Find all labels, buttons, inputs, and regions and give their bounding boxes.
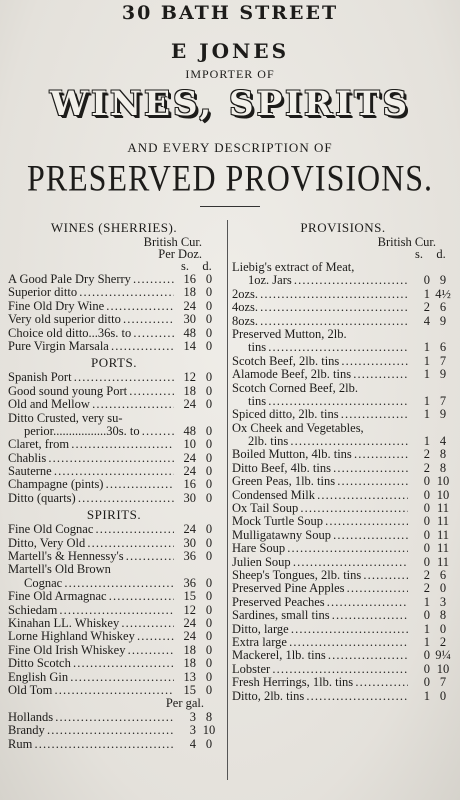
price-pence: 9: [439, 313, 447, 328]
price-shillings: 0: [423, 554, 430, 569]
price-pence: 10: [436, 487, 450, 502]
item-label: Sauterne . . .: [8, 465, 174, 478]
price-row: [232, 676, 454, 689]
price-pence: 0: [205, 522, 213, 537]
price-shillings: 2: [423, 447, 430, 462]
price-shillings: 24: [183, 298, 196, 313]
price-pence: 8: [439, 447, 447, 462]
item-label: Spanish Port . . .: [8, 371, 174, 384]
item-label: Liebig's extract of Meat,: [232, 261, 355, 274]
price-pence: 8: [439, 608, 447, 623]
item-label: Chablis . . .: [8, 452, 174, 465]
price-shillings: 18: [183, 656, 196, 671]
item-label: Lobster . . .: [232, 663, 408, 676]
price-pence: 6: [439, 300, 447, 315]
price-row: [8, 671, 220, 684]
price-row: [232, 408, 454, 421]
price-row: [8, 465, 220, 478]
item-label: Hollands . . .: [8, 711, 174, 724]
price-pence: 11: [436, 501, 450, 516]
wines-spirits-heading: WINES, SPIRITS: [49, 84, 411, 124]
price-shillings: 1: [423, 621, 430, 636]
price-pence: 0: [205, 383, 213, 398]
price-pence: 0: [205, 370, 213, 385]
price-row: [232, 395, 454, 408]
item-label: Preserved Peaches . . .: [232, 596, 408, 609]
item-label: Preserved Mutton, 2lb.: [232, 327, 347, 341]
item-label: Ox Tail Soup . . .: [232, 502, 408, 515]
price-pence: 0: [205, 682, 213, 697]
price-row: [8, 644, 220, 657]
price-shillings: 2: [423, 460, 430, 475]
item-label: Fine Old Dry Wine . . .: [8, 300, 174, 313]
price-row: [8, 630, 220, 643]
price-row: [8, 286, 220, 299]
currency-label: British Cur.: [143, 235, 202, 249]
price-shillings: 24: [183, 629, 196, 644]
item-label: Spiced ditto, 2lb. tins . . .: [232, 408, 408, 421]
item-label: tins . . .: [232, 341, 408, 354]
pence-header: d.: [202, 259, 212, 273]
address: 30 BATH STREET: [121, 2, 339, 24]
price-row: [232, 301, 454, 314]
price-row: [8, 492, 220, 505]
merchant-name: E JONES: [170, 39, 290, 63]
column-divider: [227, 220, 228, 780]
item-label: Rum . . .: [8, 738, 174, 751]
price-row: [8, 340, 220, 353]
item-label: Scotch Corned Beef, 2lb.: [232, 381, 359, 395]
ports-list: [8, 371, 220, 505]
per-gallon-list: [8, 711, 220, 751]
price-row: [232, 274, 454, 287]
price-row: [8, 724, 220, 737]
price-pence: 0: [205, 477, 213, 492]
price-pence: 0: [205, 285, 213, 300]
price-row: [232, 355, 454, 368]
item-label: English Gin . . .: [8, 671, 174, 684]
price-row: [232, 596, 454, 609]
item-label: Sardines, small tins . . .: [232, 609, 408, 622]
price-row: [8, 425, 220, 438]
price-shillings: 1: [423, 286, 430, 301]
price-shillings: 0: [423, 273, 430, 288]
item-label: Martell's Old Brown: [8, 563, 111, 577]
price-row: [232, 382, 454, 395]
shillings-header: s.: [415, 247, 423, 261]
item-label: Old Tom . . .: [8, 684, 174, 697]
item-label: Hare Soup . . .: [232, 542, 408, 555]
price-row: [232, 623, 454, 636]
item-label: Fresh Herrings, 1lb. tins . . .: [232, 676, 408, 689]
price-row: [232, 328, 454, 341]
price-row: [8, 371, 220, 384]
price-pence: 0: [205, 589, 213, 604]
price-row: [8, 711, 220, 724]
importer-line: IMPORTER OF: [185, 67, 275, 81]
price-shillings: 2: [423, 300, 430, 315]
price-shillings: 18: [183, 285, 196, 300]
price-shillings: 36: [183, 549, 196, 564]
price-row: [232, 422, 454, 435]
price-shillings: 1: [423, 340, 430, 355]
price-shillings: 0: [423, 501, 430, 516]
price-row: [232, 261, 454, 274]
price-shillings: 1: [423, 688, 430, 703]
price-pence: 9: [439, 407, 447, 422]
item-label: Preserved Pine Apples . . .: [232, 582, 408, 595]
price-pence: 3: [439, 594, 447, 609]
price-shillings: 15: [183, 682, 196, 697]
price-pence: 9¼: [435, 648, 451, 663]
price-shillings: 0: [423, 514, 430, 529]
price-pence: 0: [439, 621, 447, 636]
price-shillings: 12: [183, 370, 196, 385]
price-pence: 11: [436, 527, 450, 542]
price-row: [232, 462, 454, 475]
price-pence: 4½: [435, 286, 451, 301]
item-label: Ditto, Very Old . . .: [8, 537, 174, 550]
price-row: [232, 489, 454, 502]
price-shillings: 1: [423, 393, 430, 408]
price-shillings: 36: [183, 575, 196, 590]
header-rule: [200, 206, 260, 207]
price-row: [8, 452, 220, 465]
item-label: Mock Turtle Soup . . .: [232, 515, 408, 528]
item-label: Martell's & Hennessy's . . .: [8, 550, 174, 563]
item-label: Cognac . . .: [8, 577, 174, 590]
price-row: [8, 563, 220, 576]
price-pence: 11: [436, 541, 450, 556]
item-label: 8ozs. . . .: [232, 315, 408, 328]
shillings-header: s.: [181, 259, 189, 273]
price-shillings: 2: [423, 567, 430, 582]
price-row: [8, 657, 220, 670]
price-row: [8, 684, 220, 697]
price-shillings: 24: [183, 397, 196, 412]
item-label: Ditto (quarts) . . .: [8, 492, 174, 505]
price-shillings: 16: [183, 272, 196, 286]
price-pence: 0: [205, 575, 213, 590]
price-row: [8, 604, 220, 617]
item-label: Claret, from . . .: [8, 438, 174, 451]
price-pence: 0: [439, 688, 447, 703]
price-row: [232, 556, 454, 569]
price-pence: 0: [205, 437, 213, 452]
price-row: [232, 649, 454, 662]
price-row: [8, 398, 220, 411]
price-row: [232, 435, 454, 448]
item-label: A Good Pale Dry Sherry . . .: [8, 273, 174, 286]
item-label: 2lb. tins . . .: [232, 435, 408, 448]
item-label: Superior ditto . . .: [8, 286, 174, 299]
price-pence: 0: [205, 423, 213, 438]
price-row: [8, 617, 220, 630]
per-gal-label: Per gal.: [165, 696, 204, 711]
price-shillings: 15: [183, 589, 196, 604]
item-label: Extra large . . .: [232, 636, 408, 649]
price-pence: 9: [439, 367, 447, 382]
price-shillings: 0: [423, 675, 430, 690]
price-pence: 0: [205, 325, 213, 340]
price-shillings: 1: [423, 434, 430, 449]
price-row: [8, 313, 220, 326]
price-shillings: 10: [183, 437, 196, 452]
per-doz-label: Per Doz.: [158, 247, 202, 261]
item-label: Lorne Highland Whiskey . . .: [8, 630, 174, 643]
currency-label-right: British Cur.: [377, 235, 436, 249]
item-label: 2ozs. . . .: [232, 288, 408, 301]
item-label: Brandy . . .: [8, 724, 174, 737]
spirits-heading: SPIRITS.: [86, 507, 142, 523]
item-label: Condensed Milk . . .: [232, 489, 408, 502]
price-pence: 10: [202, 723, 216, 738]
price-row: [8, 537, 220, 550]
price-row: [232, 475, 454, 488]
price-row: [232, 636, 454, 649]
price-row: [8, 273, 220, 286]
price-row: [232, 663, 454, 676]
price-pence: 0: [205, 615, 213, 630]
price-pence: 0: [205, 656, 213, 671]
price-pence: 0: [205, 535, 213, 550]
price-pence: 0: [205, 642, 213, 657]
item-label: Very old superior ditto . . .: [8, 313, 174, 326]
item-label: Fine Old Armagnac . . .: [8, 590, 174, 603]
price-pence: 2: [439, 634, 447, 649]
price-pence: 0: [205, 736, 213, 751]
item-label: Good sound young Port . . .: [8, 385, 174, 398]
item-label: Fine Old Cognac . . .: [8, 523, 174, 536]
item-label: Ox Cheek and Vegetables,: [232, 421, 364, 435]
price-row: [8, 590, 220, 603]
price-row: [232, 288, 454, 301]
item-label: Boiled Mutton, 4lb. tins . . .: [232, 448, 408, 461]
price-shillings: 4: [423, 313, 430, 328]
item-label: Kinahan LL. Whiskey . . .: [8, 617, 174, 630]
price-row: [8, 412, 220, 425]
price-row: [8, 738, 220, 751]
price-shillings: 30: [183, 312, 196, 327]
price-row: [8, 300, 220, 313]
price-shillings: 1: [423, 594, 430, 609]
price-row: [232, 529, 454, 542]
price-row: [232, 515, 454, 528]
price-pence: 0: [205, 629, 213, 644]
item-label: Mackerel, 1lb. tins . . .: [232, 649, 408, 662]
item-label: Pure Virgin Marsala . . .: [8, 340, 174, 353]
spirits-list: [8, 523, 220, 697]
price-shillings: 0: [423, 661, 430, 676]
price-row: [232, 448, 454, 461]
price-shillings: 24: [183, 522, 196, 537]
sherries-list: [8, 273, 220, 353]
price-pence: 7: [439, 675, 447, 690]
price-shillings: 30: [183, 535, 196, 550]
price-pence: 0: [205, 312, 213, 327]
price-row: [8, 523, 220, 536]
price-shillings: 1: [423, 367, 430, 382]
price-shillings: 0: [423, 648, 430, 663]
price-shillings: 24: [183, 464, 196, 479]
price-pence: 0: [205, 397, 213, 412]
price-pence: 9: [439, 273, 447, 288]
price-row: [232, 690, 454, 703]
price-shillings: 0: [423, 608, 430, 623]
price-shillings: 0: [423, 474, 430, 489]
price-shillings: 2: [423, 581, 430, 596]
price-shillings: 4: [189, 736, 196, 751]
price-pence: 11: [436, 514, 450, 529]
price-pence: 0: [205, 464, 213, 479]
price-row: [232, 341, 454, 354]
price-row: [232, 542, 454, 555]
price-shillings: 24: [183, 450, 196, 465]
price-pence: 8: [205, 709, 213, 724]
price-pence: 4: [439, 434, 447, 449]
price-pence: 6: [439, 340, 447, 355]
item-label: Ditto, large . . .: [232, 623, 408, 636]
item-label: tins . . .: [232, 395, 408, 408]
item-label: Green Peas, 1lb. tins . . .: [232, 475, 408, 488]
item-label: perior.................30s. to . . .: [8, 425, 174, 438]
item-label: Fine Old Irish Whiskey . . .: [8, 644, 174, 657]
price-pence: 8: [439, 460, 447, 475]
price-row: [8, 577, 220, 590]
every-description-line: AND EVERY DESCRIPTION OF: [127, 140, 333, 155]
price-pence: 7: [439, 393, 447, 408]
item-label: Mulligatawny Soup . . .: [232, 529, 408, 542]
price-shillings: 1: [423, 353, 430, 368]
price-pence: 0: [439, 581, 447, 596]
wines-sherries-heading: WINES (SHERRIES).: [50, 220, 178, 235]
price-shillings: 1: [423, 634, 430, 649]
price-pence: 6: [439, 567, 447, 582]
price-pence: 0: [205, 669, 213, 684]
preserved-provisions-heading: PRESERVED PROVISIONS.: [26, 157, 434, 199]
item-label: Old and Mellow . . .: [8, 398, 174, 411]
price-pence: 7: [439, 353, 447, 368]
item-label: Ditto, 2lb. tins . . .: [232, 690, 408, 703]
price-shillings: 0: [423, 487, 430, 502]
price-shillings: 14: [183, 338, 196, 353]
price-row: [232, 582, 454, 595]
price-shillings: 30: [183, 490, 196, 505]
price-row: [8, 478, 220, 491]
price-shillings: 1: [423, 407, 430, 422]
price-row: [8, 327, 220, 340]
item-label: Alamode Beef, 2lb. tins . . .: [232, 368, 408, 381]
price-shillings: 0: [423, 541, 430, 556]
price-row: [232, 502, 454, 515]
price-row: [232, 315, 454, 328]
price-pence: 0: [205, 298, 213, 313]
item-label: Champagne (pints) . . .: [8, 478, 174, 491]
price-pence: 10: [436, 474, 450, 489]
price-row: [8, 438, 220, 451]
item-label: Schiedam . . .: [8, 604, 174, 617]
price-pence: 0: [205, 450, 213, 465]
item-label: Ditto Beef, 4lb. tins . . .: [232, 462, 408, 475]
price-shillings: 3: [189, 709, 196, 724]
price-shillings: 13: [183, 669, 196, 684]
price-pence: 0: [205, 490, 213, 505]
price-row: [232, 569, 454, 582]
item-label: Ditto Scotch . . .: [8, 657, 174, 670]
item-label: Julien Soup . . .: [232, 556, 408, 569]
price-pence: 0: [205, 338, 213, 353]
price-shillings: 12: [183, 602, 196, 617]
price-shillings: 0: [423, 527, 430, 542]
price-shillings: 16: [183, 477, 196, 492]
provisions-column: [232, 220, 454, 703]
price-shillings: 48: [183, 325, 196, 340]
price-pence: 0: [205, 549, 213, 564]
price-shillings: 24: [183, 615, 196, 630]
provisions-heading: PROVISIONS.: [300, 220, 386, 235]
provisions-list: [232, 261, 454, 703]
price-row: [232, 609, 454, 622]
item-label: Choice old ditto...36s. to . . .: [8, 327, 174, 340]
price-pence: 0: [205, 272, 213, 286]
price-shillings: 18: [183, 383, 196, 398]
price-pence: 10: [436, 661, 450, 676]
wines-column: [8, 220, 220, 751]
item-label: 1oz. Jars . . .: [232, 274, 408, 287]
price-shillings: 3: [189, 723, 196, 738]
price-row: [8, 385, 220, 398]
price-shillings: 48: [183, 423, 196, 438]
sd-header-right: [232, 248, 454, 261]
price-row: [232, 368, 454, 381]
item-label: Ditto Crusted, very su-: [8, 411, 123, 425]
price-row: [8, 550, 220, 563]
ports-heading: PORTS.: [91, 355, 137, 371]
price-shillings: 18: [183, 642, 196, 657]
pence-header: d.: [436, 247, 446, 261]
item-label: 4ozs. . . .: [232, 301, 408, 314]
price-pence: 0: [205, 602, 213, 617]
item-label: Scotch Beef, 2lb. tins . . .: [232, 355, 408, 368]
price-pence: 11: [436, 554, 450, 569]
item-label: Sheep's Tongues, 2lb. tins . . .: [232, 569, 408, 582]
